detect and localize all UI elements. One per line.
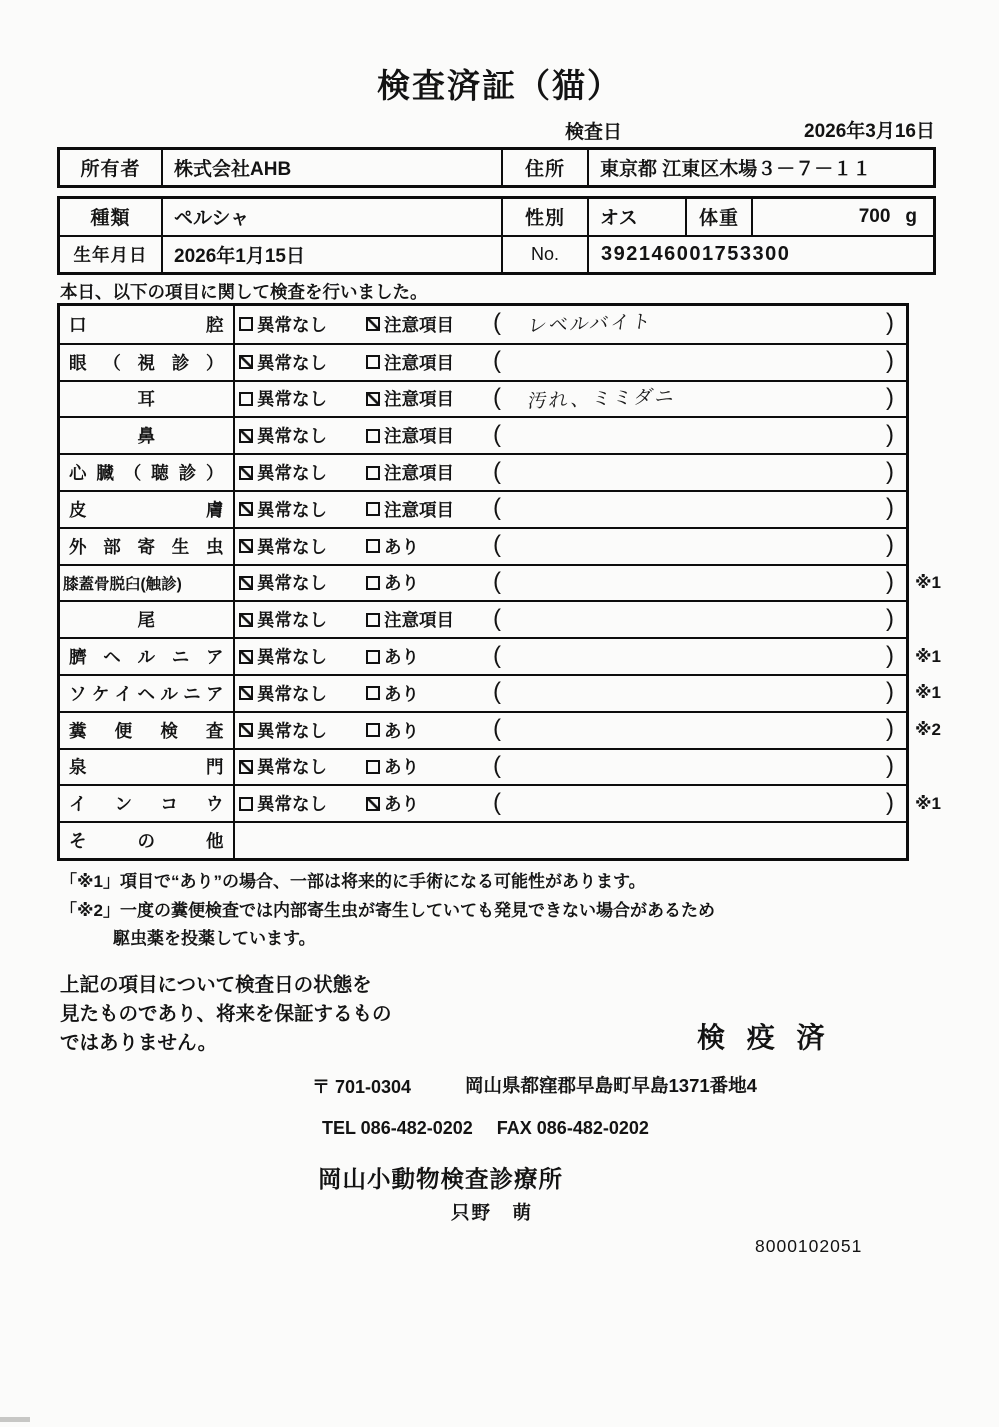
open-paren: (: [493, 678, 501, 706]
open-paren: (: [493, 751, 501, 779]
exam-row: [60, 306, 906, 343]
exam-option: [239, 345, 327, 380]
label-char: ）: [206, 352, 224, 373]
exam-row: [60, 674, 941, 711]
exam-option: [366, 602, 454, 637]
exam-row: [60, 343, 906, 380]
label-char: 腔: [206, 314, 224, 335]
clinic-address: 岡山県都窪郡早島町早島1371番地4: [465, 1075, 757, 1096]
scan-artifact: [0, 1417, 30, 1422]
exam-item-label: [60, 823, 235, 858]
exam-option: [366, 492, 454, 527]
disclaimer: [60, 971, 392, 1058]
checkbox-checked-icon: [366, 392, 380, 406]
close-paren: ): [886, 678, 894, 706]
clinic-name: 岡山小動物検査診療所: [318, 1166, 563, 1192]
exam-row: [60, 821, 906, 858]
exam-row: [60, 490, 906, 527]
open-paren: (: [493, 383, 501, 411]
checkbox-unchecked-icon: [239, 797, 253, 811]
label-char: 聴: [151, 463, 170, 484]
exam-option: [239, 602, 327, 637]
checkbox-unchecked-icon: [366, 650, 380, 664]
option-label: 注意項目: [384, 499, 454, 520]
option-label: 注意項目: [384, 610, 454, 631]
option-label: あり: [384, 720, 419, 741]
exam-row-content: [235, 639, 941, 674]
disclaimer-line-3: ではありません。: [60, 1032, 218, 1054]
document-title: 検査済証（猫）: [377, 67, 622, 104]
checkbox-checked-icon: [239, 539, 253, 553]
exam-option: [239, 529, 327, 564]
exam-option: [239, 566, 327, 601]
exam-row-content: [235, 786, 941, 821]
handwritten-note: 汚れ、ミミダニ: [526, 386, 678, 413]
pet-table: [57, 196, 936, 275]
label-char: 他: [206, 831, 224, 852]
sex-value: オス: [589, 199, 687, 235]
checkbox-unchecked-icon: [366, 466, 380, 480]
owner-value: 株式会社AHB: [163, 150, 503, 185]
checkbox-checked-icon: [239, 613, 253, 627]
label-char: イ: [114, 683, 133, 704]
address-label: 住所: [503, 150, 589, 185]
exam-item-label: [60, 345, 235, 380]
exam-row-content: [235, 602, 906, 637]
open-paren: (: [493, 309, 501, 337]
exam-row: [60, 453, 906, 490]
label-char: 視: [137, 352, 156, 373]
label-char: コ: [160, 794, 179, 815]
option-label: 異常なし: [257, 352, 327, 373]
checkbox-unchecked-icon: [366, 429, 380, 443]
footnote-mark: ※2: [915, 720, 941, 740]
label-char: 門: [206, 757, 224, 778]
exam-option: [239, 306, 327, 343]
exam-item-label: [60, 639, 235, 674]
exam-row-content: [235, 750, 906, 785]
option-label: 注意項目: [384, 352, 454, 373]
exam-item-label: [60, 306, 235, 343]
checkbox-unchecked-icon: [366, 723, 380, 737]
disclaimer-line-1: 上記の項目について検査日の状態を: [60, 974, 372, 996]
option-label: 異常なし: [257, 757, 327, 778]
document-code: 8000102051: [755, 1236, 863, 1256]
label-char: 査: [205, 720, 224, 741]
close-paren: ): [886, 457, 894, 485]
label-char: ア: [205, 683, 224, 704]
checkbox-checked-icon: [239, 466, 253, 480]
label-char: ）: [205, 463, 224, 484]
close-paren: ): [886, 420, 894, 448]
label-char: 便: [114, 720, 133, 741]
owner-table: [57, 147, 936, 188]
open-paren: (: [493, 457, 501, 485]
open-paren: (: [493, 604, 501, 632]
label-char: イ: [69, 794, 87, 815]
checkbox-checked-icon: [239, 723, 253, 737]
breed-label: 種類: [60, 199, 163, 235]
birth-value: 2026年1月15日: [163, 237, 503, 273]
option-label: 異常なし: [257, 647, 327, 668]
option-label: あり: [384, 683, 419, 704]
label-char: 診: [178, 463, 197, 484]
option-label: あり: [384, 573, 419, 594]
close-paren: ): [886, 641, 894, 669]
exam-option: [366, 639, 419, 674]
sex-label: 性別: [503, 199, 589, 235]
exam-option: [366, 676, 419, 711]
veterinarian-name: 只野 萌: [451, 1202, 534, 1223]
exam-row: [60, 564, 941, 601]
no-value: 392146001753300: [601, 242, 791, 265]
footnote-mark: ※1: [915, 793, 941, 813]
option-label: 異常なし: [257, 426, 327, 447]
checkbox-checked-icon: [239, 576, 253, 590]
option-label: 異常なし: [257, 463, 327, 484]
close-paren: ): [886, 531, 894, 559]
label-char: 眼: [69, 352, 87, 373]
clinic-tel: TEL 086-482-0202: [322, 1118, 473, 1138]
option-label: 異常なし: [257, 536, 327, 557]
exam-option: [366, 713, 419, 748]
handwritten-note: レベルバイト: [526, 312, 654, 338]
open-paren: (: [493, 531, 501, 559]
option-label: 異常なし: [257, 314, 327, 335]
exam-row-content: [235, 455, 906, 490]
exam-row: [60, 784, 941, 821]
open-paren: (: [493, 715, 501, 743]
checkbox-checked-icon: [239, 429, 253, 443]
label-char: 泉: [69, 757, 87, 778]
exam-item-label: [60, 750, 235, 785]
exam-item-label: 耳: [60, 382, 235, 417]
label-char: ソ: [69, 683, 87, 704]
label-char: 部: [103, 536, 122, 557]
quarantine-stamp: 検 疫 済: [697, 1022, 832, 1053]
exam-row: [60, 600, 906, 637]
exam-row-content: [235, 823, 906, 858]
exam-item-label: [60, 455, 235, 490]
checkbox-checked-icon: [239, 650, 253, 664]
close-paren: ): [886, 383, 894, 411]
checkbox-unchecked-icon: [239, 392, 253, 406]
checkbox-unchecked-icon: [366, 355, 380, 369]
label-char: 生: [171, 536, 190, 557]
exam-item-label: [60, 676, 235, 711]
clinic-fax: FAX 086-482-0202: [496, 1118, 649, 1138]
open-paren: (: [493, 788, 501, 816]
label-char: （: [103, 352, 122, 373]
open-paren: (: [493, 420, 501, 448]
exam-option: [239, 713, 327, 748]
checkbox-unchecked-icon: [366, 576, 380, 590]
exam-row: [60, 380, 906, 417]
close-paren: ): [886, 715, 894, 743]
no-label: No.: [503, 237, 589, 273]
option-label: 異常なし: [257, 499, 327, 520]
exam-option: [239, 676, 327, 711]
close-paren: ): [886, 309, 894, 337]
exam-item-label: [60, 713, 235, 748]
footnote-mark: ※1: [915, 572, 941, 592]
label-char: そ: [69, 831, 87, 852]
exam-row: [60, 527, 906, 564]
label-char: 糞: [69, 720, 87, 741]
option-label: 注意項目: [384, 426, 454, 447]
close-paren: ): [886, 347, 894, 375]
exam-item-label: [60, 492, 235, 527]
exam-item-label: [60, 529, 235, 564]
checkbox-unchecked-icon: [239, 317, 253, 331]
close-paren: ): [886, 788, 894, 816]
exam-option: [239, 382, 327, 417]
label-char: 寄: [137, 536, 156, 557]
checkbox-unchecked-icon: [366, 539, 380, 553]
exam-option: [366, 529, 419, 564]
checkbox-checked-icon: [239, 502, 253, 516]
address-value: 東京都 江東区木場３－７－１１: [600, 159, 872, 180]
exam-option: [239, 418, 327, 453]
exam-item-label: 鼻: [60, 418, 235, 453]
label-char: 虫: [206, 536, 224, 557]
exam-row-content: [235, 529, 906, 564]
close-paren: ): [886, 494, 894, 522]
option-label: 注意項目: [384, 389, 454, 410]
open-paren: (: [493, 494, 501, 522]
close-paren: ): [886, 604, 894, 632]
option-label: 注意項目: [384, 314, 454, 335]
exam-option: [239, 639, 327, 674]
exam-option: [239, 455, 327, 490]
option-label: 異常なし: [257, 389, 327, 410]
label-char: ウ: [205, 794, 224, 815]
checkbox-unchecked-icon: [366, 613, 380, 627]
label-char: ル: [160, 683, 179, 704]
checkbox-checked-icon: [239, 760, 253, 774]
close-paren: ): [886, 567, 894, 595]
label-char: ニ: [171, 647, 190, 668]
option-label: 異常なし: [257, 720, 327, 741]
option-label: 注意項目: [384, 463, 454, 484]
exam-item-label: [60, 786, 235, 821]
exam-row-content: [235, 566, 941, 601]
label-char: 検: [160, 720, 179, 741]
label-char: 臍: [69, 647, 87, 668]
option-label: あり: [384, 647, 419, 668]
exam-option: [366, 418, 454, 453]
exam-row: [60, 748, 906, 785]
footnote-1: 「※1」項目で“あり”の場合、一部は将来的に手術になる可能性があります。: [60, 872, 646, 891]
label-char: 診: [171, 352, 190, 373]
option-label: あり: [384, 794, 419, 815]
label-char: ニ: [183, 683, 202, 704]
exam-row: [60, 711, 941, 748]
option-label: 異常なし: [257, 610, 327, 631]
weight-unit: g: [905, 205, 917, 227]
option-label: あり: [384, 757, 419, 778]
exam-row: [60, 416, 906, 453]
label-char: ヘ: [103, 647, 122, 668]
pet-table-row-1: [60, 199, 933, 237]
footnote-2-line2: 駆虫薬を投薬しています。: [113, 929, 316, 948]
exam-item-label: 膝蓋骨脱臼(触診): [60, 566, 235, 601]
exam-option: [366, 566, 419, 601]
exam-row: [60, 637, 941, 674]
label-char: の: [137, 831, 156, 852]
checkbox-unchecked-icon: [366, 686, 380, 700]
option-label: 異常なし: [257, 794, 327, 815]
label-char: ル: [137, 647, 156, 668]
exam-option: [239, 750, 327, 785]
checkbox-checked-icon: [366, 797, 380, 811]
exam-option: [366, 455, 454, 490]
exam-row-content: [235, 676, 941, 711]
inspection-date-label: 検査日: [565, 122, 623, 143]
label-char: 口: [69, 314, 87, 335]
weight-cell: [753, 199, 933, 235]
inspection-date-value: 2026年3月16日: [804, 121, 935, 142]
footnote-2-line1: 「※2」一度の糞便検査では内部寄生虫が寄生していても発見できない場合があるため: [60, 901, 715, 920]
checkbox-unchecked-icon: [366, 502, 380, 516]
exam-option: [239, 492, 327, 527]
exam-row-content: [235, 418, 906, 453]
footnote-mark: ※1: [915, 683, 941, 703]
exam-row-content: [235, 492, 906, 527]
disclaimer-line-2: 見たものであり、将来を保証するもの: [60, 1003, 392, 1025]
option-label: 異常なし: [257, 683, 327, 704]
option-label: あり: [384, 536, 419, 557]
open-paren: (: [493, 567, 501, 595]
intro-text: 本日、以下の項目に関して検査を行いました。: [60, 282, 428, 302]
label-char: 臓: [96, 463, 115, 484]
exam-row-content: [235, 382, 906, 417]
label-char: 膚: [206, 499, 224, 520]
clinic-telfax: [322, 1118, 649, 1139]
owner-label: 所有者: [60, 150, 163, 185]
weight-value: 700: [858, 205, 891, 227]
exam-option: [366, 345, 454, 380]
exam-row-content: [235, 345, 906, 380]
close-paren: ): [886, 751, 894, 779]
exam-option: [366, 382, 454, 417]
label-char: ン: [114, 794, 133, 815]
open-paren: (: [493, 641, 501, 669]
birth-label: 生年月日: [60, 237, 163, 273]
label-char: （: [123, 463, 142, 484]
open-paren: (: [493, 347, 501, 375]
checkbox-checked-icon: [239, 355, 253, 369]
label-char: ケ: [91, 683, 110, 704]
checkbox-checked-icon: [239, 686, 253, 700]
label-char: 外: [69, 536, 87, 557]
option-label: 異常なし: [257, 573, 327, 594]
exam-option: [239, 786, 327, 821]
footnote-mark: ※1: [915, 646, 941, 666]
exam-row-content: [235, 306, 906, 343]
weight-label: 体重: [687, 199, 753, 235]
checkbox-unchecked-icon: [366, 760, 380, 774]
exam-row-content: [235, 713, 941, 748]
label-char: ア: [206, 647, 224, 668]
pet-table-row-2: [60, 237, 933, 273]
exam-table: [57, 303, 941, 861]
breed-value: ペルシャ: [163, 199, 503, 235]
clinic-postal: 〒 701-0304: [312, 1077, 412, 1097]
exam-item-label: 尾: [60, 602, 235, 637]
exam-option: [366, 306, 454, 343]
exam-option: [366, 750, 419, 785]
exam-rows: [60, 306, 941, 858]
label-char: ヘ: [137, 683, 156, 704]
label-char: 皮: [69, 499, 87, 520]
label-char: 心: [69, 463, 87, 484]
exam-option: [366, 786, 419, 821]
checkbox-checked-icon: [366, 317, 380, 331]
